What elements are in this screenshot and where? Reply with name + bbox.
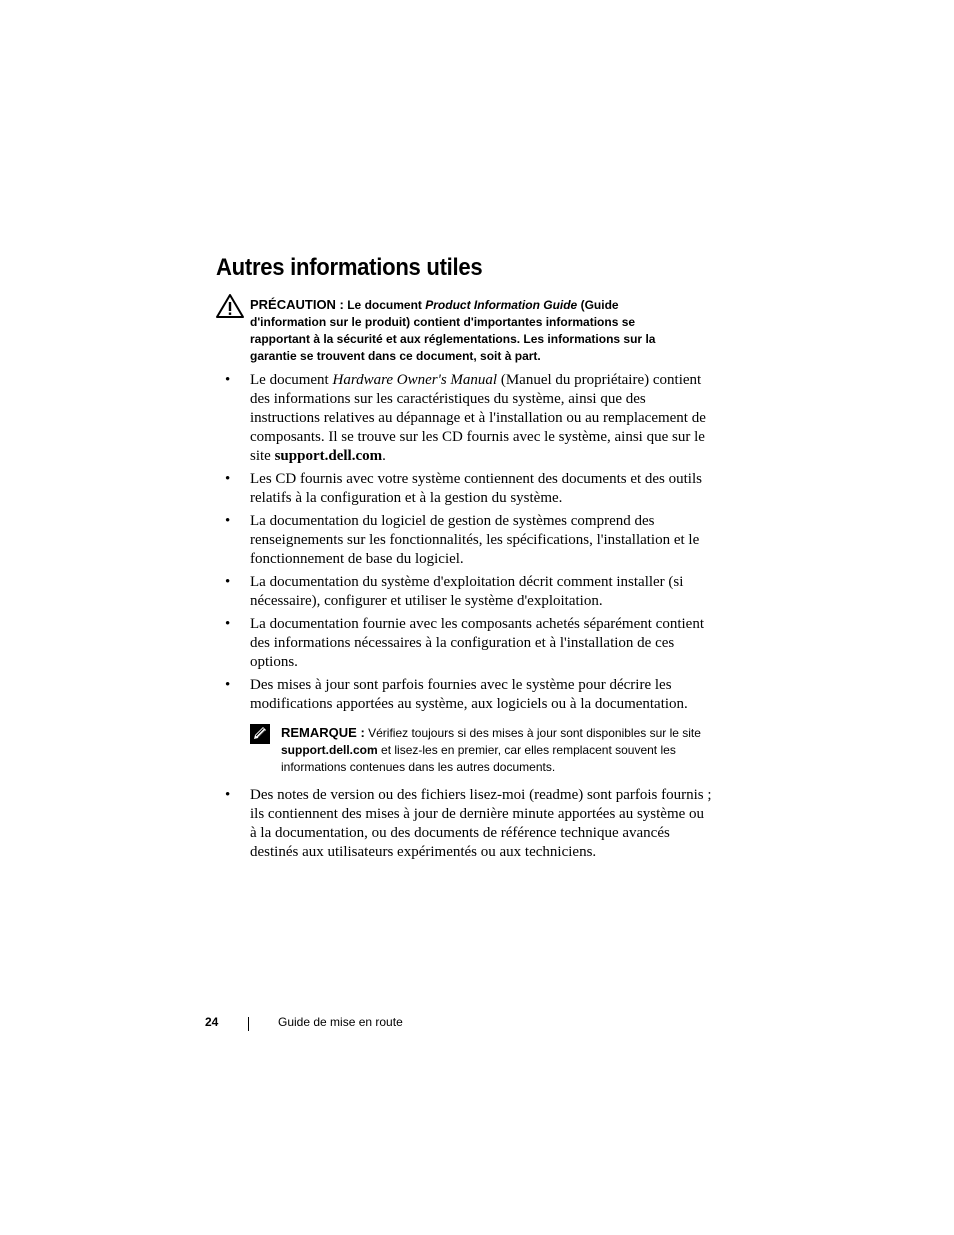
footer-divider	[248, 1017, 249, 1031]
caution-text-after: (Guide d'information sur le produit) contient d'importantes informations se rapportant à la sécurité et aux réglementations. Les informations sur la garantie se trouvent dans ce document, soit à part.	[250, 298, 656, 363]
item2-text: Les CD fournis avec votre système contiennent des documents et des outils relatifs à la configuration et à la gestion du système.	[250, 471, 702, 506]
item3-text: La documentation du logiciel de gestion de systèmes comprend des renseignements sur les fonctionnalités, les spécifications, l'installation et le fonctionnement de base du logiciel.	[250, 513, 700, 567]
note-label: REMARQUE :	[281, 725, 365, 740]
bullet: •	[225, 574, 231, 590]
list-item	[224, 676, 714, 776]
list-item	[224, 786, 714, 862]
info-list	[224, 371, 714, 866]
list-item	[224, 470, 714, 508]
list-item	[224, 371, 714, 466]
bullet: •	[225, 372, 231, 388]
item7-text: Des notes de version ou des fichiers lisez-moi (readme) sont parfois fournis ; ils contiennent des mises à jour de dernière minute apportées au système ou à la documentation, ou des documents de référence technique avancés destinés aux utilisateurs expérimentés ou aux techniciens.	[250, 787, 712, 860]
item1-link[interactable]: support.dell.com	[274, 448, 383, 464]
caution-text-before: Le document	[343, 298, 426, 312]
item6-text: Des mises à jour sont parfois fournies avec le système pour décrire les modifications apportées au système, aux logiciels ou à la documentation.	[250, 677, 688, 712]
note-link[interactable]: support.dell.com	[281, 743, 378, 757]
bullet: •	[225, 513, 231, 529]
note-block	[250, 724, 716, 776]
caution-triangle-icon	[215, 293, 245, 319]
bullet: •	[225, 677, 231, 693]
caution-doc-title: Product Information Guide	[425, 298, 578, 312]
bullet: •	[225, 787, 231, 803]
note-pencil-icon	[250, 724, 270, 744]
page-number: 24	[205, 1015, 219, 1029]
item1-doc-title: Hardware Owner's Manual	[332, 372, 498, 388]
footer-title: Guide de mise en route	[278, 1015, 403, 1029]
section-heading: Autres informations utiles	[216, 254, 483, 281]
bullet: •	[225, 471, 231, 487]
item5-text: La documentation fournie avec les composants achetés séparément contient des informations nécessaires à la configuration et à l'installation de ces options.	[250, 616, 704, 670]
item1-middle: (Manuel du propriétaire) contient des informations sur les caractéristiques du système, ainsi que des instructions relatives au dépannage et à l'installation ou au remplacement de composants. Il se trouve sur les CD fournis avec le système, ainsi que sur le site	[250, 372, 706, 464]
caution-text	[250, 296, 696, 365]
bullet: •	[225, 616, 231, 632]
note-text-before: Vérifiez toujours si des mises à jour sont disponibles sur le site	[364, 726, 701, 740]
item4-text: La documentation du système d'exploitation décrit comment installer (si nécessaire), configurer et utiliser le système d'exploitation.	[250, 574, 684, 609]
list-item	[224, 512, 714, 569]
caution-label: PRÉCAUTION :	[250, 297, 344, 312]
list-item	[224, 615, 714, 672]
item1-before: Le document	[250, 372, 333, 388]
list-item	[224, 573, 714, 611]
note-text-after: et lisez-les en premier, car elles remplacent souvent les informations contenues dans les autres documents.	[281, 743, 676, 774]
item1-end: .	[382, 448, 386, 464]
